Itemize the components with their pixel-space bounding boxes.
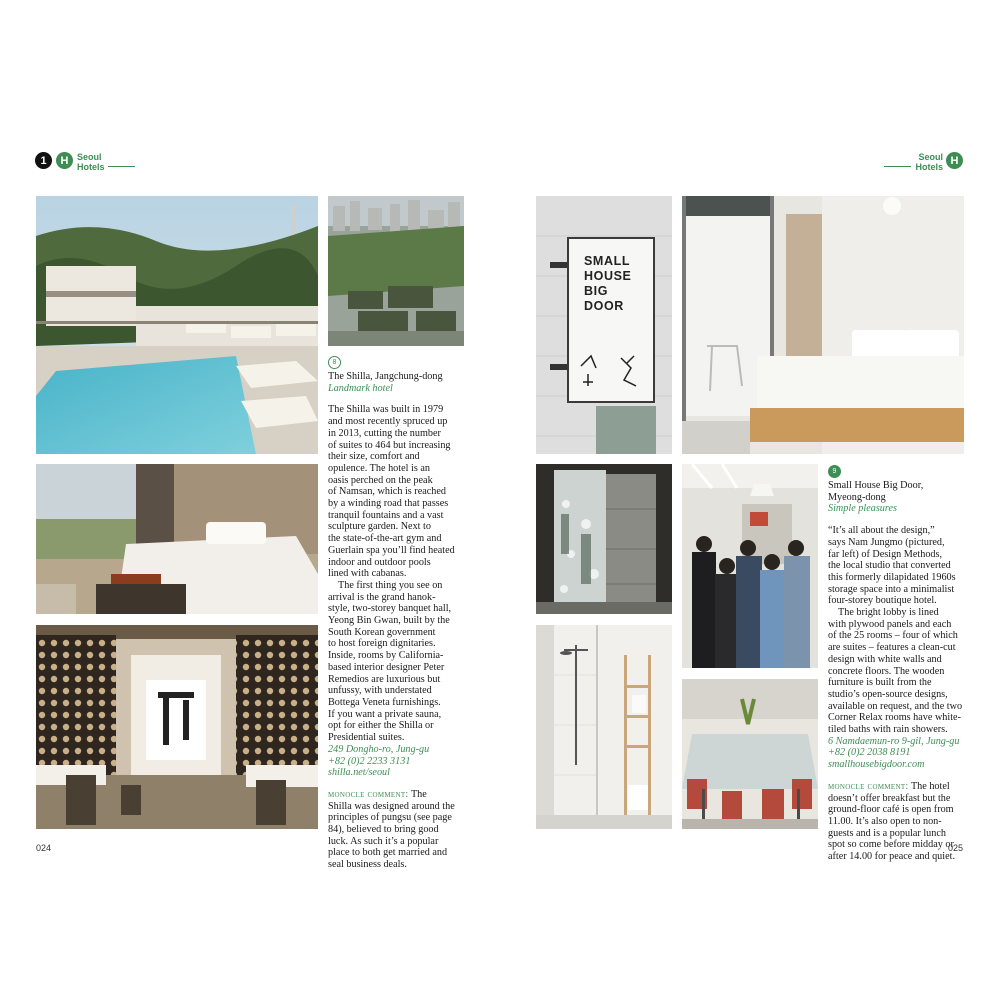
text-line: Corner Relax rooms have white- [828,712,961,724]
text-line: furniture is built from the [828,677,932,689]
entry-title: Small House Big Door, [828,480,924,491]
address-line: 6 Namdaemun-ro 9-gil, Jung-gu [828,735,960,747]
header-section: Hotels [77,162,105,172]
text-line: this formerly dilapidated 1960s [828,571,956,583]
text-line: says Nam Jungmo (pictured, [828,536,945,548]
text-line: indoor and outdoor pools [328,556,431,568]
hotel-sign-text [584,254,631,314]
text-line: four-storey boutique hotel. [828,595,937,607]
text-line: of suites to 464 but increasing [328,439,451,451]
text-line: studio’s open-source designs, [828,688,948,700]
text-line: 84), believed to bring good [328,824,439,836]
header-rule [884,166,911,167]
text-line: 11.00. It’s also open to non- [828,815,942,827]
sign-line: DOOR [584,299,624,313]
page-number-left: 024 [36,843,52,853]
header-city: Seoul [77,152,102,162]
entry-address [328,744,468,779]
text-line: The Shilla was built in 1979 [328,404,444,416]
text-line: available on request, and the two [828,700,963,712]
monocle-comment [828,781,968,863]
shilla-entry [328,356,468,871]
text-line: Yeong Bin Gwan, built by the [328,615,450,627]
text-line: based interior designer Peter [328,661,445,673]
text-line: Remedios are luxurious but [328,673,441,685]
text-line: sculpture garden. Next to [328,521,431,533]
phone-line: +82 (0)2 2038 8191 [828,747,911,759]
photo-shilla-aerial [328,196,464,346]
phone-line: +82 (0)2 2233 3131 [328,755,411,767]
text-line: design with white walls and [828,653,942,665]
text-line: by a winding road that passes [328,498,449,510]
text-line: tranquil fountains and a vast [328,509,444,521]
entry-body-para1 [828,525,968,607]
address-line: 249 Dongho-ro, Jung-gu [328,743,430,755]
text-line: of Namsan, which is reached [328,486,446,498]
photo-shbd-guestroom [682,196,964,454]
header-rule [108,166,135,167]
text-line: If you want a private sauna, [328,708,442,720]
comment-label: monocle comment: [328,788,409,800]
text-line: Shilla was designed around the [328,800,455,812]
text-line: Presidential suites. [328,732,405,744]
entry-body-para1 [328,404,468,580]
header-city: Seoul [918,152,943,162]
chapter-number-badge: 1 [35,152,52,169]
text-line: with plywood panels and each [828,618,952,630]
text-line: and most recently spruced up [328,416,448,428]
left-running-header [77,152,105,172]
entry-body-para2 [828,607,968,736]
text-line: Inside, rooms by California- [328,650,444,662]
text-line: lined with cabanas. [328,568,407,580]
text-line: style, two-storey banquet hall, [328,603,452,615]
photo-lobby-panels [536,464,672,614]
photo-design-methods-team [682,464,818,668]
hotels-section-icon: H [946,152,963,169]
text-line: to host foreign dignitaries. [328,638,436,650]
photo-ground-floor-cafe [682,679,818,829]
comment-label: monocle comment: [828,780,909,792]
text-line: ground-floor café is open from [828,804,954,816]
sign-line: SMALL [584,254,631,268]
sign-line: BIG [584,284,609,298]
text-line: far left) of Design Methods, [828,548,943,560]
text-line: Bottega Veneta furnishings. [328,696,441,708]
photo-bathroom [536,625,672,829]
text-line: South Korean government [328,626,436,638]
text-line: spot so come before midday or [828,839,954,851]
photo-shilla-pool [36,196,318,454]
entry-category: Simple pleasures [828,503,897,515]
text-line: The bright lobby is lined [838,607,939,619]
shbd-entry [828,465,968,863]
text-line: in 2013, cutting the number [328,427,441,439]
text-line: The [410,788,427,800]
hotels-section-icon: H [56,152,73,169]
text-line: opt for either the Shilla or [328,720,434,732]
text-line: concrete floors. The wooden [828,665,945,677]
header-section: Hotels [915,162,943,172]
photo-hotel-sign [536,196,672,454]
text-line: of the 25 rooms – four of which [828,630,958,642]
text-line: The hotel [910,780,950,792]
entry-body-para2 [328,580,468,744]
text-line: storage space into a minimalist [828,583,955,595]
entry-title: Myeong-dong [828,491,886,503]
text-line: are suites – features a clean-cut [828,642,956,654]
page-number-right: 025 [948,843,964,853]
text-line: the state-of-the-art gym and [328,533,442,545]
right-running-header [913,152,943,172]
text-line: luck. As such it’s a popular [328,835,439,847]
sign-line: HOUSE [584,269,632,283]
text-line: arrival is the grand hanok- [328,591,436,603]
entry-address [828,736,968,771]
entry-category: Landmark hotel [328,382,393,394]
monocle-comment [328,789,468,871]
text-line: tiled baths with rain showers. [828,724,948,736]
text-line: principles of pungsu (see page [328,812,452,824]
text-line: the local studio that converted [828,560,951,572]
photo-shilla-restaurant [36,625,318,829]
text-line: doesn’t offer breakfast but the [828,792,951,804]
entry-number-badge: 8 [328,356,341,369]
text-line: guests and is a popular lunch [828,827,946,839]
website-link[interactable]: shilla.net/seoul [328,767,390,779]
text-line: their size, comfort and [328,451,420,463]
text-line: The first thing you see on [338,579,443,591]
text-line: oasis perched on the peak [328,474,433,486]
text-line: Guerlain spa you’ll find heated [328,544,455,556]
website-link[interactable]: smallhousebigdoor.com [828,759,925,771]
photo-shilla-bedroom [36,464,318,614]
entry-number-badge: 9 [828,465,841,478]
text-line: opulence. The hotel is an [328,462,430,474]
text-line: place to both get married and [328,847,448,859]
entry-title: The Shilla, Jangchung-dong [328,371,443,382]
text-line: after 14.00 for peace and quiet. [828,851,956,863]
text-line: seal business deals. [328,859,407,871]
text-line: unfussy, with understated [328,685,432,697]
text-line: “It’s all about the design,” [828,525,935,537]
